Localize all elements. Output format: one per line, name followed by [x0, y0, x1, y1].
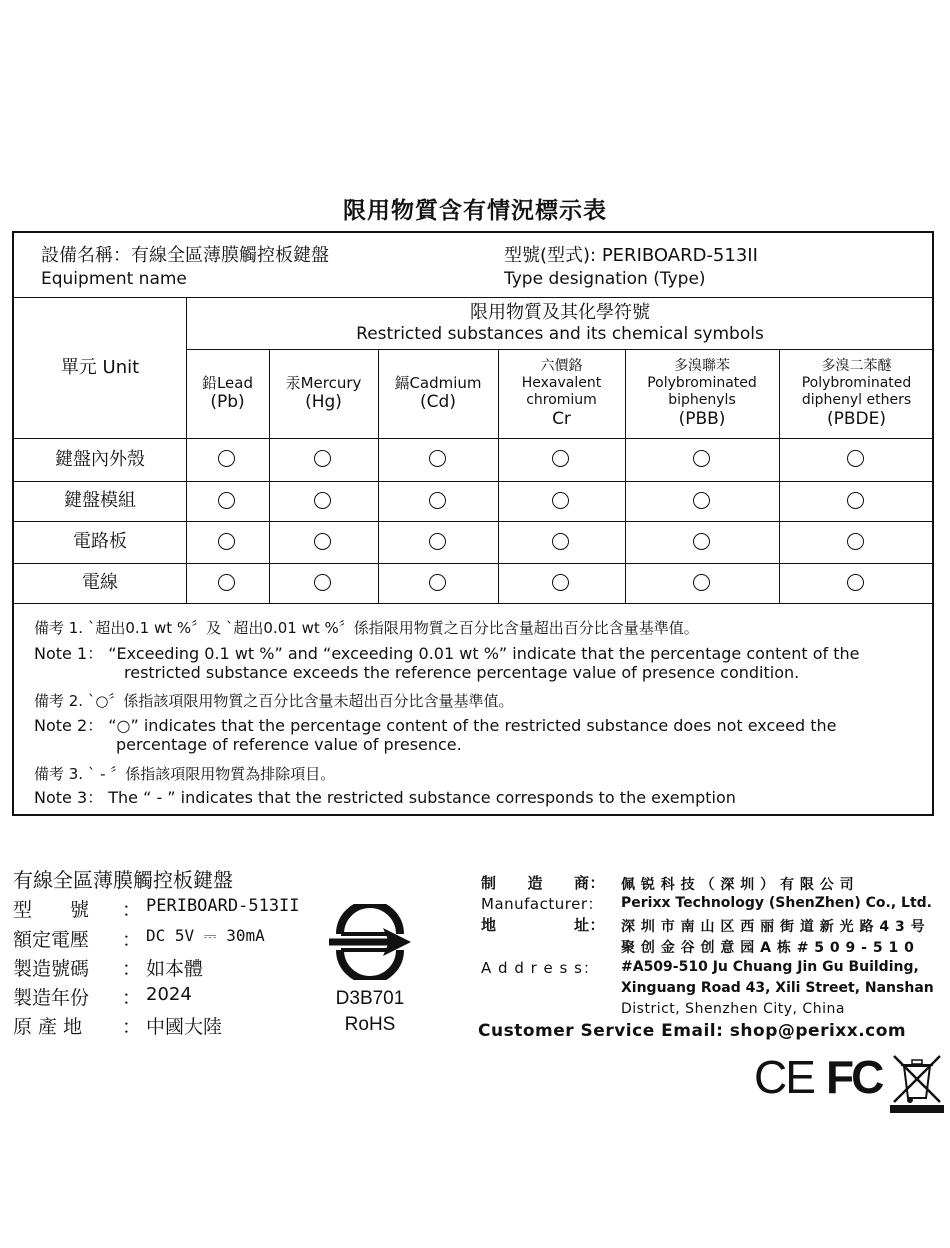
manufacturer-en-key: Manufacturer： [481, 895, 603, 913]
address-en-value-2: Xinguang Road 43, Xili Street, Nanshan [621, 980, 934, 996]
column-pbb: 多溴聯苯 Polybrominated biphenyls (PBB) [647, 358, 757, 429]
product-name: 有線全區薄膜觸控板鍵盤 [13, 868, 233, 892]
compliance-mark [218, 492, 235, 509]
note-2-en-cont: percentage of reference value of presence. [116, 735, 462, 754]
ce-mark-icon: CE [754, 1051, 814, 1103]
compliance-mark [693, 492, 710, 509]
weee-bin-icon [888, 1052, 946, 1114]
table-row-unit: 鍵盤模組 [64, 490, 136, 512]
address-zh-value: 深 圳 市 南 山 区 西 丽 街 道 新 光 路 4 3 号 [621, 919, 926, 935]
compliance-mark [314, 492, 331, 509]
note-1-zh: 備考 1. ˋ超出0.1 wt %〞及 ˋ超出0.01 wt %〞係指限用物質之百分比含量超出百分比含量基準值。 [34, 619, 699, 637]
model-value: PERIBOARD-513II [146, 896, 300, 916]
compliance-mark [218, 533, 235, 550]
compliance-mark [552, 574, 569, 591]
column-pbde: 多溴二苯醚 Polybrominated diphenyl ethers (PBDE) [801, 358, 912, 429]
compliance-mark [314, 450, 331, 467]
compliance-mark [218, 574, 235, 591]
address-en-key: A d d r e s s： [481, 959, 599, 977]
model-key: 型 號 [13, 899, 90, 921]
restricted-substance-table [12, 231, 934, 816]
unit-header: 單元 Unit [60, 356, 140, 378]
compliance-mark [847, 574, 864, 591]
origin-value: 中國大陸 [146, 1016, 223, 1038]
address-zh-key: 地 址： [481, 916, 606, 934]
compliance-mark [314, 533, 331, 550]
compliance-mark [218, 450, 235, 467]
note-2-zh: 備考 2. ˋ○〞係指該項限用物質之百分比含量未超出百分比含量基準值。 [34, 692, 514, 710]
compliance-mark [693, 450, 710, 467]
column-cadmium: 鎘Cadmium (Cd) [394, 374, 482, 413]
compliance-mark [429, 450, 446, 467]
equipment-name-en: Equipment name [41, 269, 187, 289]
type-designation: 型號(型式): PERIBOARD-513II [504, 245, 758, 266]
address-en-value: #A509-510 Ju Chuang Jin Gu Building, [621, 959, 919, 975]
equipment-name: 設備名稱：有線全區薄膜觸控板鍵盤 [41, 245, 329, 266]
manufacturer-zh-key: 制 造 商： [481, 874, 606, 892]
customer-service-email: Customer Service Email: shop@perixx.com [478, 1021, 907, 1041]
rohs-label: RoHS [344, 1014, 396, 1035]
year-key: 製造年份 [13, 987, 90, 1009]
year-value: 2024 [146, 984, 192, 1005]
manufacturer-en-value: Perixx Technology (ShenZhen) Co., Ltd. [621, 895, 932, 911]
bsmi-mark-icon [327, 904, 413, 980]
compliance-mark [552, 450, 569, 467]
origin-key: 原 產 地 [13, 1016, 83, 1038]
table-row-unit: 電路板 [73, 531, 127, 553]
address-en-value-3: District, Shenzhen City, China [621, 1001, 845, 1017]
compliance-mark [847, 492, 864, 509]
compliance-mark [552, 533, 569, 550]
compliance-mark [847, 450, 864, 467]
compliance-mark [429, 533, 446, 550]
compliance-mark [847, 533, 864, 550]
restricted-substances-header: 限用物質及其化學符號 Restricted substances and its chemical symbols [356, 302, 764, 344]
compliance-mark [314, 574, 331, 591]
column-hexavalent-chromium: 六價鉻 Hexavalent chromium Cr [521, 358, 602, 429]
table-row-unit: 鍵盤內外殼 [55, 448, 145, 470]
compliance-mark [693, 533, 710, 550]
note-1-en: Note 1： “Exceeding 0.1 wt %” and “exceeding 0.01 wt %” indicate that the percentage content of the [34, 644, 860, 663]
compliance-mark [429, 492, 446, 509]
column-mercury: 汞Mercury (Hg) [285, 374, 362, 413]
bsmi-code: D3B701 [335, 988, 405, 1009]
rating-value: DC 5V ⎓ 30mA [146, 926, 265, 945]
manufacturer-zh-value: 佩 锐 科 技 （ 深 圳 ） 有 限 公 司 [621, 877, 855, 893]
serial-key: 製造號碼 [13, 958, 90, 980]
compliance-mark [552, 492, 569, 509]
rating-key: 額定電壓 [13, 929, 90, 951]
column-lead: 鉛Lead (Pb) [201, 374, 254, 413]
compliance-mark [693, 574, 710, 591]
address-zh-value-2: 聚 创 金 谷 创 意 园 A 栋 # 5 0 9 - 5 1 0 [621, 940, 915, 956]
type-designation-en: Type designation (Type) [504, 269, 706, 289]
fcc-mark-icon: FC [826, 1051, 882, 1103]
page-title: 限用物質含有情況標示表 [343, 198, 607, 224]
table-row-unit: 電線 [82, 572, 118, 594]
note-1-en-cont: restricted substance exceeds the reference percentage value of presence condition. [124, 663, 800, 682]
compliance-mark [429, 574, 446, 591]
note-3-en: Note 3： The “ - ” indicates that the restricted substance corresponds to the exemption [34, 788, 736, 807]
note-3-zh: 備考 3. ˋ - 〞係指該項限用物質為排除項目。 [34, 765, 336, 783]
note-2-en: Note 2： “○” indicates that the percentage content of the restricted substance does not exceed the [34, 716, 837, 735]
serial-value: 如本體 [146, 958, 204, 980]
